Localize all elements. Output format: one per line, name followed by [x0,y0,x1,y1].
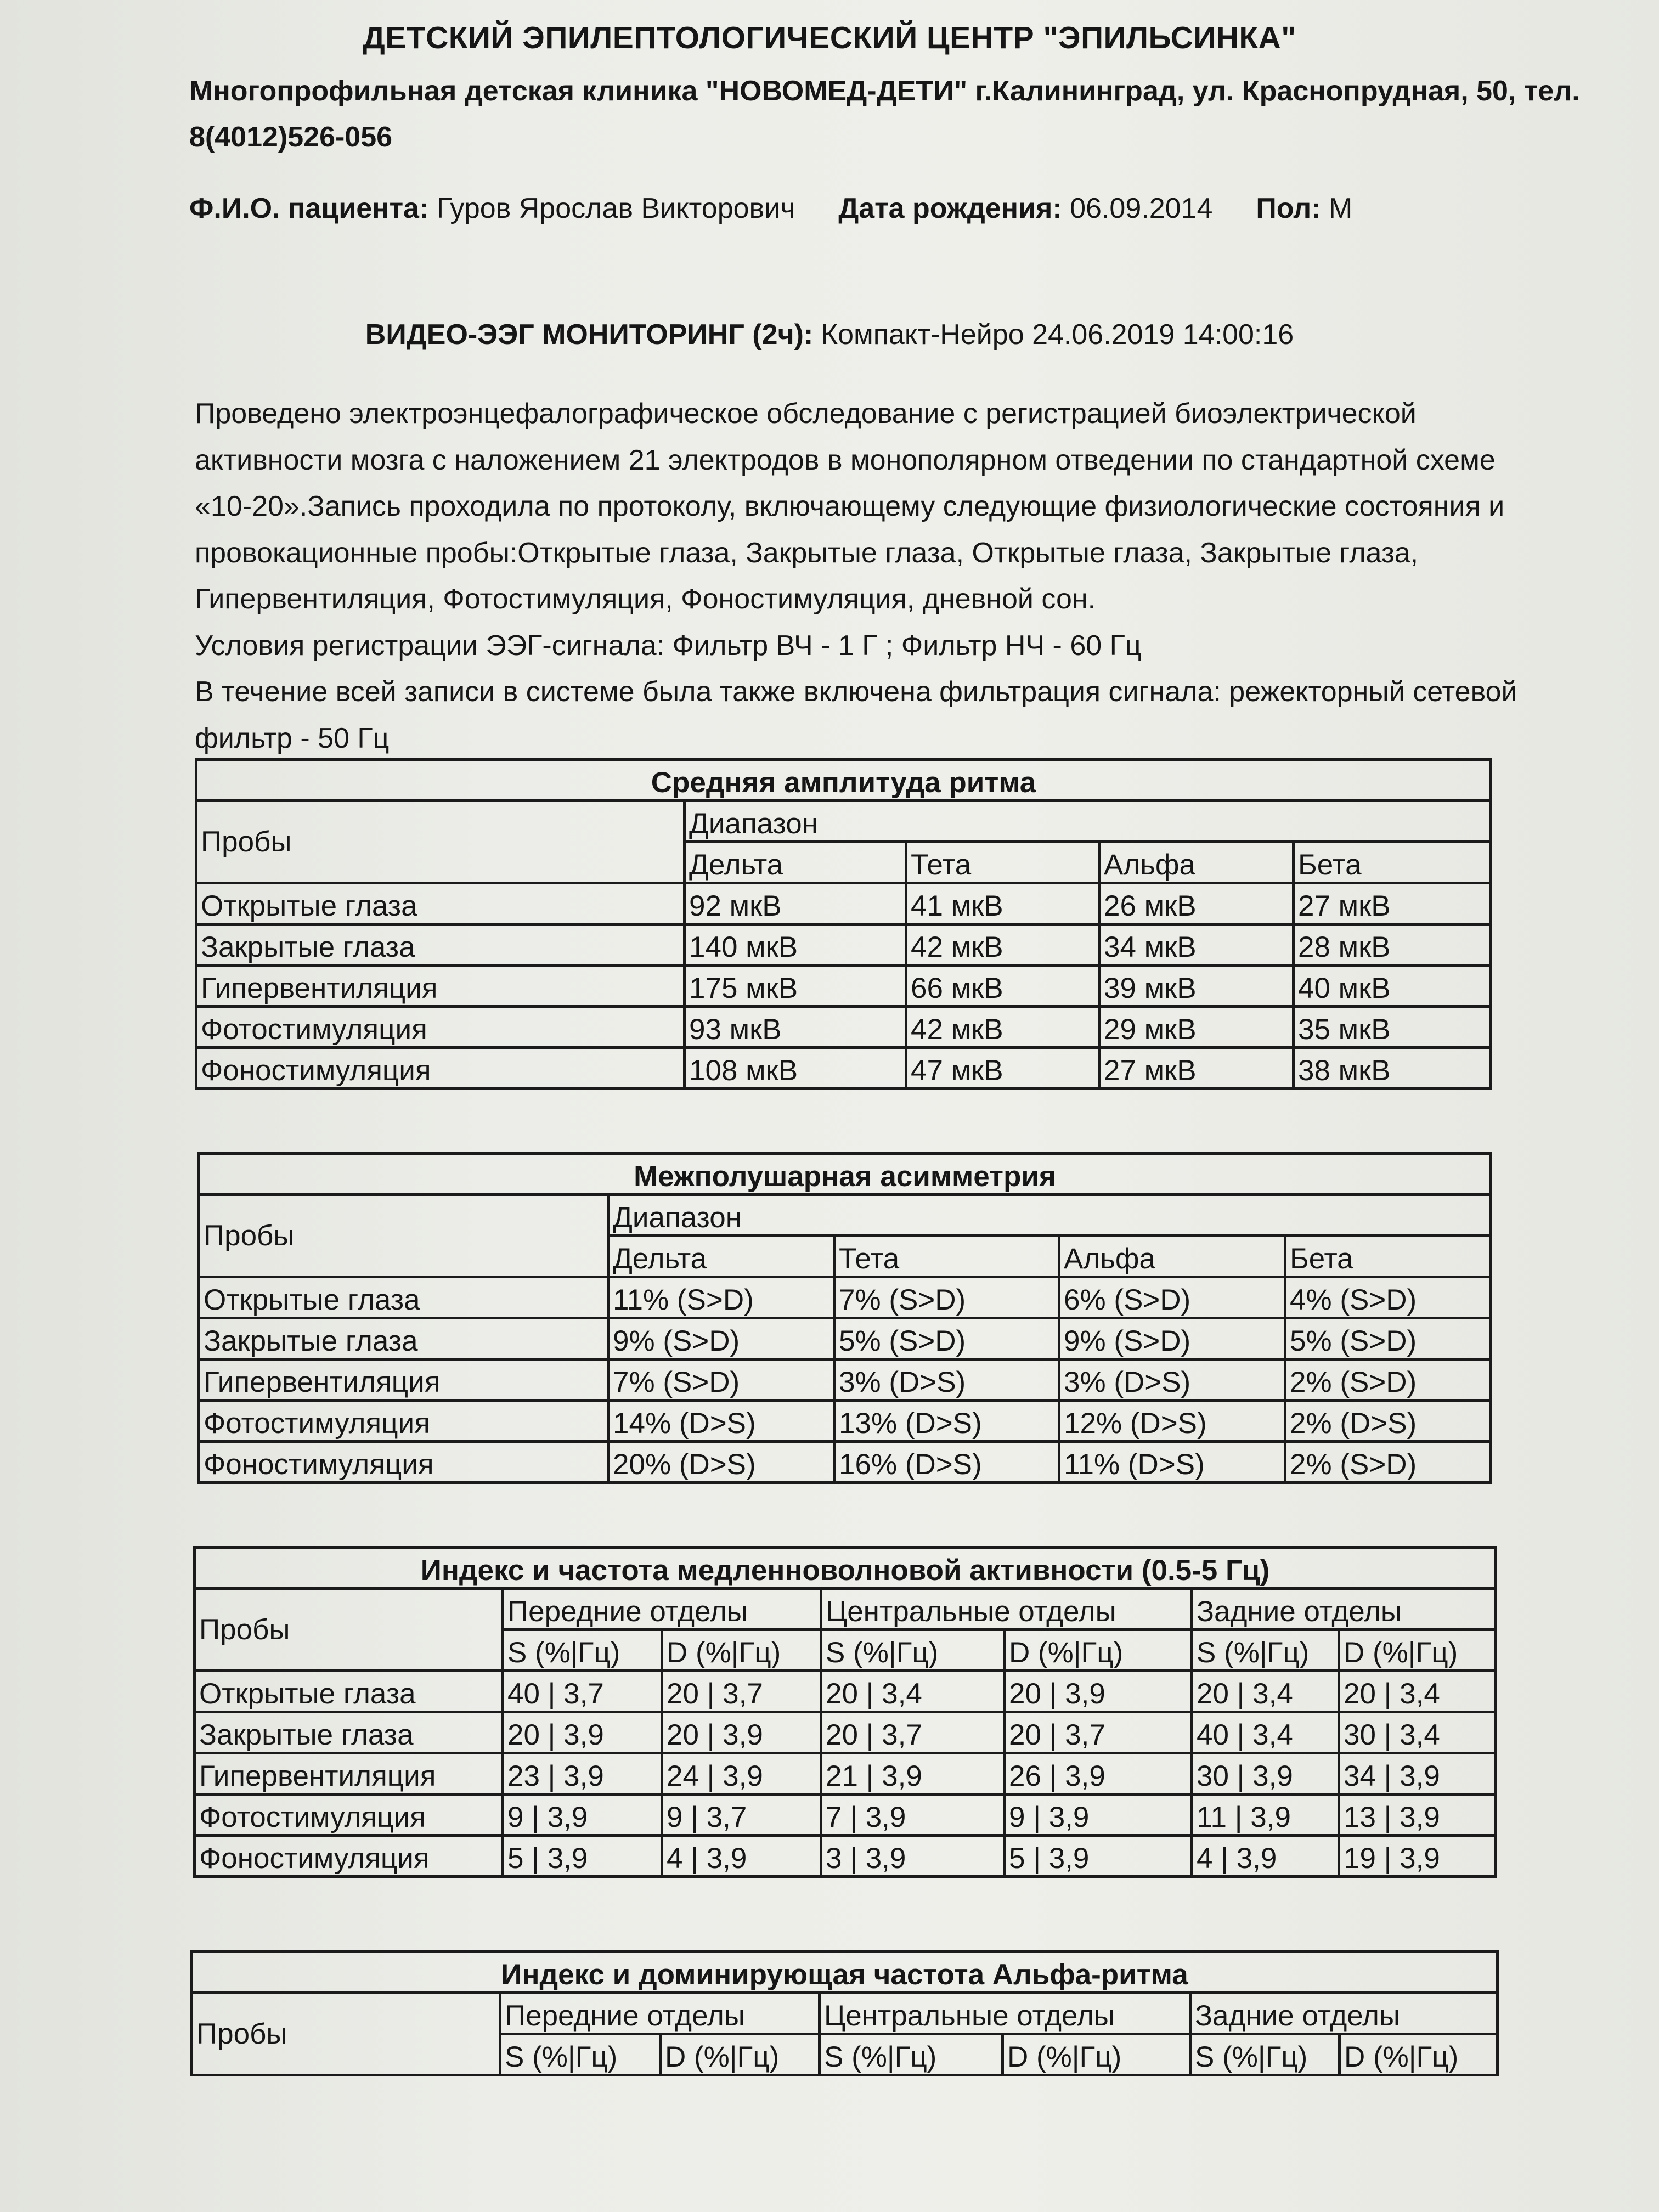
description-protocol: Проведено электроэнцефалографическое обследование с регистрацией биоэлектрической активности мозга с наложением 21 электродов в монополярном отведении по стандартной схеме «10-20».Запись проходила по протоколу, включающему следующие физиологические состояния и провокационные пробы:Открытые глаза, Закрытые глаза, Открытые глаза, Закрытые глаза, Гипервентиляция, Фотостимуляция, Фоностимуляция, дневной сон. [195,398,1505,615]
table-cell: 24 | 3,9 [662,1753,821,1795]
table-cell: 40 | 3,7 [503,1671,662,1712]
dob-label: Дата рождения: [838,193,1062,224]
column-header: Бета [1294,842,1491,883]
table-cell: 39 мкВ [1099,966,1294,1007]
table-cell: 21 | 3,9 [821,1753,1005,1795]
region-header: Задние отделы [1192,1589,1496,1630]
description-filters: Условия регистрации ЭЭГ-сигнала: Фильтр ВЧ - 1 Г ; Фильтр НЧ - 60 Гц [195,629,1142,662]
column-header: Дельта [685,842,906,883]
table-row [196,1048,1491,1089]
subcolumn-header: S (%|Гц) [1192,1630,1339,1671]
table-cell: 20 | 3,7 [662,1671,821,1712]
probe-name: Гипервентиляция [195,1753,503,1795]
subcolumn-header: S (%|Гц) [1190,2034,1340,2075]
study-device-datetime: Компакт-Нейро 24.06.2019 14:00:16 [821,319,1294,351]
table-cell: 4 | 3,9 [1192,1836,1339,1877]
subcolumn-header: S (%|Гц) [500,2034,661,2075]
table-cell: 9 | 3,7 [662,1795,821,1836]
table-cell: 20% (D>S) [608,1442,834,1483]
region-header: Задние отделы [1190,1993,1498,2034]
table-row [196,966,1491,1007]
probe-name: Закрытые глаза [196,924,685,966]
table-cell: 4% (S>D) [1285,1277,1491,1318]
table-cell: 12% (D>S) [1059,1401,1285,1442]
table-cell: 35 мкВ [1294,1007,1491,1048]
column-header: Тета [906,842,1099,883]
table-cell: 5 | 3,9 [1005,1836,1192,1877]
table-cell: 3 | 3,9 [821,1836,1005,1877]
table-cell: 19 | 3,9 [1339,1836,1496,1877]
subcolumn-header: D (%|Гц) [661,2034,820,2075]
table-cell: 5% (S>D) [834,1318,1059,1359]
table-row [199,1442,1491,1483]
sex-label: Пол: [1256,193,1321,224]
table-cell: 30 | 3,4 [1339,1712,1496,1753]
table-cell: 20 | 3,7 [821,1712,1005,1753]
table-cell: 7% (S>D) [834,1277,1059,1318]
table-cell: 9% (S>D) [608,1318,834,1359]
table-cell: 40 мкВ [1294,966,1491,1007]
table-cell: 11% (D>S) [1059,1442,1285,1483]
clinic-line: Многопрофильная детская клиника "НОВОМЕД-ДЕТИ" г.Калининград, ул. Краснопрудная, 50, тел. 8(4012)526-056 [189,75,1580,153]
column-header: Альфа [1059,1236,1285,1277]
table-cell: 27 мкВ [1099,1048,1294,1089]
table-cell: 29 мкВ [1099,1007,1294,1048]
probe-name: Гипервентиляция [196,966,685,1007]
probes-header: Пробы [195,1589,503,1671]
dob-value: 06.09.2014 [1070,193,1213,224]
probe-name: Фотостимуляция [199,1401,608,1442]
table-title: Межполушарная асимметрия [199,1154,1491,1195]
patient-info [189,192,1352,225]
probe-name: Открытые глаза [195,1671,503,1712]
table-cell: 3% (D>S) [834,1359,1059,1401]
asymmetry-table [198,1152,1492,1484]
column-header: Альфа [1099,842,1294,883]
table-cell: 27 мкВ [1294,883,1491,924]
table-cell: 23 | 3,9 [503,1753,662,1795]
subcolumn-header: D (%|Гц) [1339,1630,1496,1671]
region-header: Центральные отделы [820,1993,1190,2034]
table-cell: 20 | 3,4 [1192,1671,1339,1712]
subcolumn-header: S (%|Гц) [821,1630,1005,1671]
table-cell: 26 | 3,9 [1005,1753,1192,1795]
probe-name: Закрытые глаза [195,1712,503,1753]
table-cell: 14% (D>S) [608,1401,834,1442]
range-header: Диапазон [608,1195,1491,1236]
table-cell: 5% (S>D) [1285,1318,1491,1359]
table-cell: 40 | 3,4 [1192,1712,1339,1753]
table-row [196,924,1491,966]
amplitude-table [195,758,1492,1090]
table-cell: 92 мкВ [685,883,906,924]
table-cell: 20 | 3,9 [662,1712,821,1753]
subcolumn-header: D (%|Гц) [1005,1630,1192,1671]
table-cell: 108 мкВ [685,1048,906,1089]
table-row [196,1007,1491,1048]
patient-name: Гуров Ярослав Викторович [436,193,795,224]
table-cell: 38 мкВ [1294,1048,1491,1089]
probe-name: Фоностимуляция [195,1836,503,1877]
probes-header: Пробы [196,801,685,883]
table-row [195,1753,1496,1795]
table-cell: 16% (D>S) [834,1442,1059,1483]
slow-wave-table [193,1546,1497,1878]
table-row [199,1277,1491,1318]
table-row [195,1671,1496,1712]
table-cell: 20 | 3,9 [1005,1671,1192,1712]
table-cell: 5 | 3,9 [503,1836,662,1877]
probe-name: Фоностимуляция [196,1048,685,1089]
subcolumn-header: S (%|Гц) [503,1630,662,1671]
probe-name: Открытые глаза [199,1277,608,1318]
table-cell: 20 | 3,7 [1005,1712,1192,1753]
study-title: ВИДЕО-ЭЭГ МОНИТОРИНГ (2ч): [365,319,814,351]
table-cell: 11 | 3,9 [1192,1795,1339,1836]
table-cell: 6% (S>D) [1059,1277,1285,1318]
table-row [196,883,1491,924]
table-title: Индекс и частота медленноволновой активности (0.5-5 Гц) [195,1548,1496,1589]
probe-name: Фотостимуляция [195,1795,503,1836]
table-cell: 140 мкВ [685,924,906,966]
description-notch: В течение всей записи в системе была также включена фильтрация сигнала: режекторный сетевой фильтр - 50 Гц [195,676,1517,754]
table-row [199,1318,1491,1359]
table-cell: 41 мкВ [906,883,1099,924]
table-title: Средняя амплитуда ритма [196,760,1491,801]
column-header: Тета [834,1236,1059,1277]
table-cell: 9 | 3,9 [503,1795,662,1836]
table-cell: 7% (S>D) [608,1359,834,1401]
table-row [195,1712,1496,1753]
table-title: Индекс и доминирующая частота Альфа-ритма [192,1952,1498,1993]
table-cell: 47 мкВ [906,1048,1099,1089]
probe-name: Фотостимуляция [196,1007,685,1048]
study-line [0,318,1659,351]
table-cell: 28 мкВ [1294,924,1491,966]
table-cell: 30 | 3,9 [1192,1753,1339,1795]
table-cell: 4 | 3,9 [662,1836,821,1877]
region-header: Передние отделы [503,1589,821,1630]
table-cell: 13% (D>S) [834,1401,1059,1442]
table-row [199,1401,1491,1442]
table-cell: 9% (S>D) [1059,1318,1285,1359]
table-cell: 20 | 3,4 [1339,1671,1496,1712]
region-header: Центральные отделы [821,1589,1192,1630]
column-header: Дельта [608,1236,834,1277]
table-cell: 11% (S>D) [608,1277,834,1318]
probe-name: Закрытые глаза [199,1318,608,1359]
table-cell: 26 мкВ [1099,883,1294,924]
table-cell: 175 мкВ [685,966,906,1007]
table-cell: 20 | 3,4 [821,1671,1005,1712]
probe-name: Фоностимуляция [199,1442,608,1483]
table-cell: 34 мкВ [1099,924,1294,966]
range-header: Диапазон [685,801,1491,842]
subcolumn-header: D (%|Гц) [1003,2034,1190,2075]
table-row [199,1359,1491,1401]
table-cell: 3% (D>S) [1059,1359,1285,1401]
table-cell: 7 | 3,9 [821,1795,1005,1836]
probes-header: Пробы [192,1993,500,2075]
table-row [195,1795,1496,1836]
table-row [195,1836,1496,1877]
probe-name: Гипервентиляция [199,1359,608,1401]
table-cell: 42 мкВ [906,924,1099,966]
table-cell: 42 мкВ [906,1007,1099,1048]
alpha-rhythm-table [190,1950,1499,2076]
study-description [195,391,1522,761]
table-cell: 2% (D>S) [1285,1401,1491,1442]
subcolumn-header: S (%|Гц) [820,2034,1003,2075]
table-cell: 93 мкВ [685,1007,906,1048]
sex-value: М [1328,193,1353,224]
table-cell: 66 мкВ [906,966,1099,1007]
center-name: ДЕТСКИЙ ЭПИЛЕПТОЛОГИЧЕСКИЙ ЦЕНТР "ЭПИЛЬСИНКА" [363,20,1296,55]
patient-name-label: Ф.И.О. пациента: [189,193,429,224]
subcolumn-header: D (%|Гц) [1340,2034,1498,2075]
table-cell: 34 | 3,9 [1339,1753,1496,1795]
table-cell: 2% (S>D) [1285,1442,1491,1483]
subcolumn-header: D (%|Гц) [662,1630,821,1671]
probes-header: Пробы [199,1195,608,1277]
table-cell: 9 | 3,9 [1005,1795,1192,1836]
probe-name: Открытые глаза [196,883,685,924]
table-cell: 13 | 3,9 [1339,1795,1496,1836]
region-header: Передние отделы [500,1993,820,2034]
column-header: Бета [1285,1236,1491,1277]
table-cell: 2% (S>D) [1285,1359,1491,1401]
table-cell: 20 | 3,9 [503,1712,662,1753]
